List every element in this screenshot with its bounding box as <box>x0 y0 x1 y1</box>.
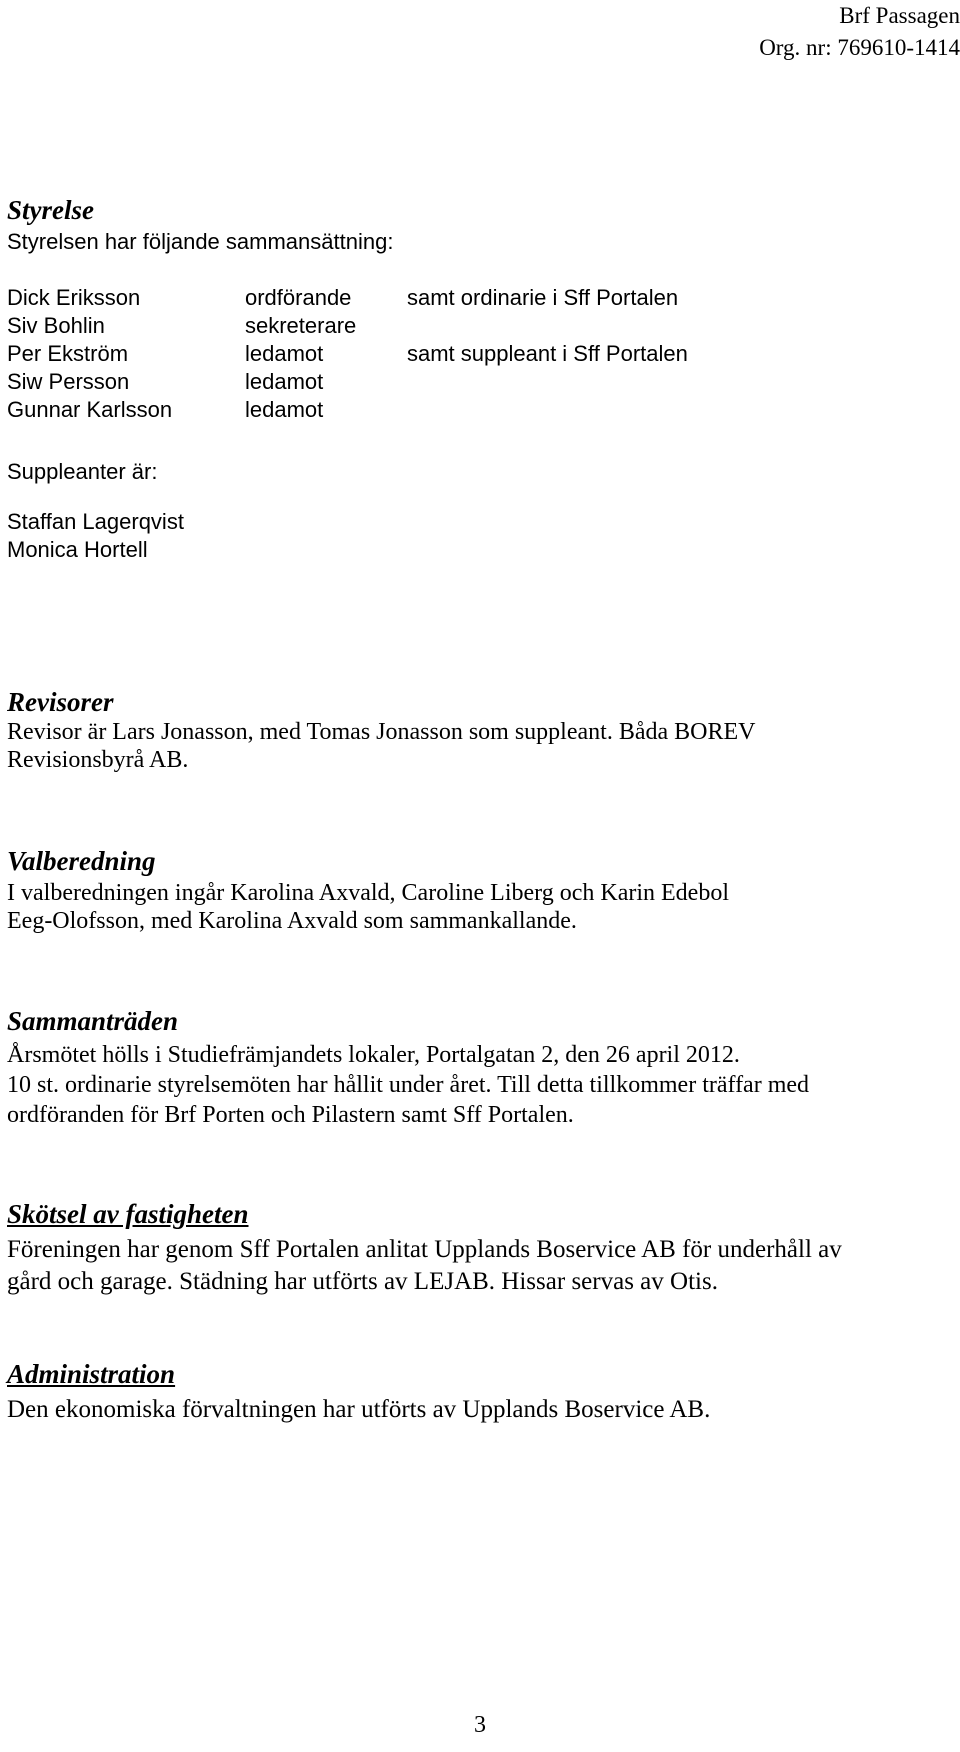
member-name: Siv Bohlin <box>7 313 105 338</box>
page-header <box>560 0 960 64</box>
sammantraden-text-line: 10 st. ordinarie styrelsemöten har hållit under året. Till detta tillkommer träffar med <box>7 1072 810 1098</box>
board-members-table <box>7 284 952 424</box>
member-role: ledamot <box>245 397 324 422</box>
valberedning-section <box>7 845 952 935</box>
member-role: ledamot <box>245 341 324 366</box>
sammantraden-text-line: ordföranden för Brf Porten och Pilastern samt Sff Portalen. <box>7 1102 574 1128</box>
skotsel-heading: Skötsel av fastigheten <box>7 1199 249 1229</box>
skotsel-text-line: Föreningen har genom Sff Portalen anlitat Upplands Boservice AB för underhåll av <box>7 1236 842 1263</box>
board-row <box>7 368 952 396</box>
board-row <box>7 284 952 312</box>
association-name: Brf Passagen <box>839 3 960 28</box>
board-row <box>7 396 952 424</box>
revisorer-section <box>7 686 952 774</box>
administration-heading: Administration <box>7 1359 176 1389</box>
page-number: 3 <box>474 1712 486 1738</box>
sammantraden-section <box>7 1005 952 1130</box>
member-name: Siw Persson <box>7 369 130 394</box>
styrelse-heading: Styrelse <box>7 195 94 225</box>
revisorer-heading: Revisorer <box>7 687 114 717</box>
revisorer-text-line: Revisor är Lars Jonasson, med Tomas Jonasson som suppleant. Båda BOREV <box>7 719 756 745</box>
sammantraden-heading: Sammanträden <box>7 1006 179 1036</box>
member-role: sekreterare <box>245 313 357 338</box>
suppleanter-label: Suppleanter är: <box>7 459 158 484</box>
valberedning-heading: Valberedning <box>7 846 156 876</box>
suppleanter-list <box>7 508 952 564</box>
valberedning-text-line: Eeg-Olofsson, med Karolina Axvald som sammankallande. <box>7 908 577 934</box>
board-row <box>7 312 952 340</box>
styrelse-intro: Styrelsen har följande sammansättning: <box>7 229 394 254</box>
board-row <box>7 340 952 368</box>
member-note: samt suppleant i Sff Portalen <box>407 341 688 366</box>
member-role: ordförande <box>245 285 352 310</box>
suppleant-name: Staffan Lagerqvist <box>7 509 184 534</box>
administration-text-line: Den ekonomiska förvaltningen har utförts av Upplands Boservice AB. <box>7 1396 711 1423</box>
member-name: Gunnar Karlsson <box>7 397 173 422</box>
member-name: Dick Eriksson <box>7 285 141 310</box>
member-role: ledamot <box>245 369 324 394</box>
member-note: samt ordinarie i Sff Portalen <box>407 285 679 310</box>
skotsel-text-line: gård och garage. Städning har utförts av LEJAB. Hissar servas av Otis. <box>7 1268 718 1295</box>
skotsel-section <box>7 1198 952 1298</box>
sammantraden-text-line: Årsmötet hölls i Studiefrämjandets lokaler, Portalgatan 2, den 26 april 2012. <box>7 1042 740 1068</box>
org-number: Org. nr: 769610-1414 <box>759 35 960 60</box>
styrelse-section <box>7 194 952 564</box>
member-name: Per Ekström <box>7 341 129 366</box>
suppleant-name: Monica Hortell <box>7 537 148 562</box>
administration-section <box>7 1358 952 1426</box>
revisorer-text-line: Revisionsbyrå AB. <box>7 747 189 773</box>
valberedning-text-line: I valberedningen ingår Karolina Axvald, Caroline Liberg och Karin Edebol <box>7 880 729 906</box>
